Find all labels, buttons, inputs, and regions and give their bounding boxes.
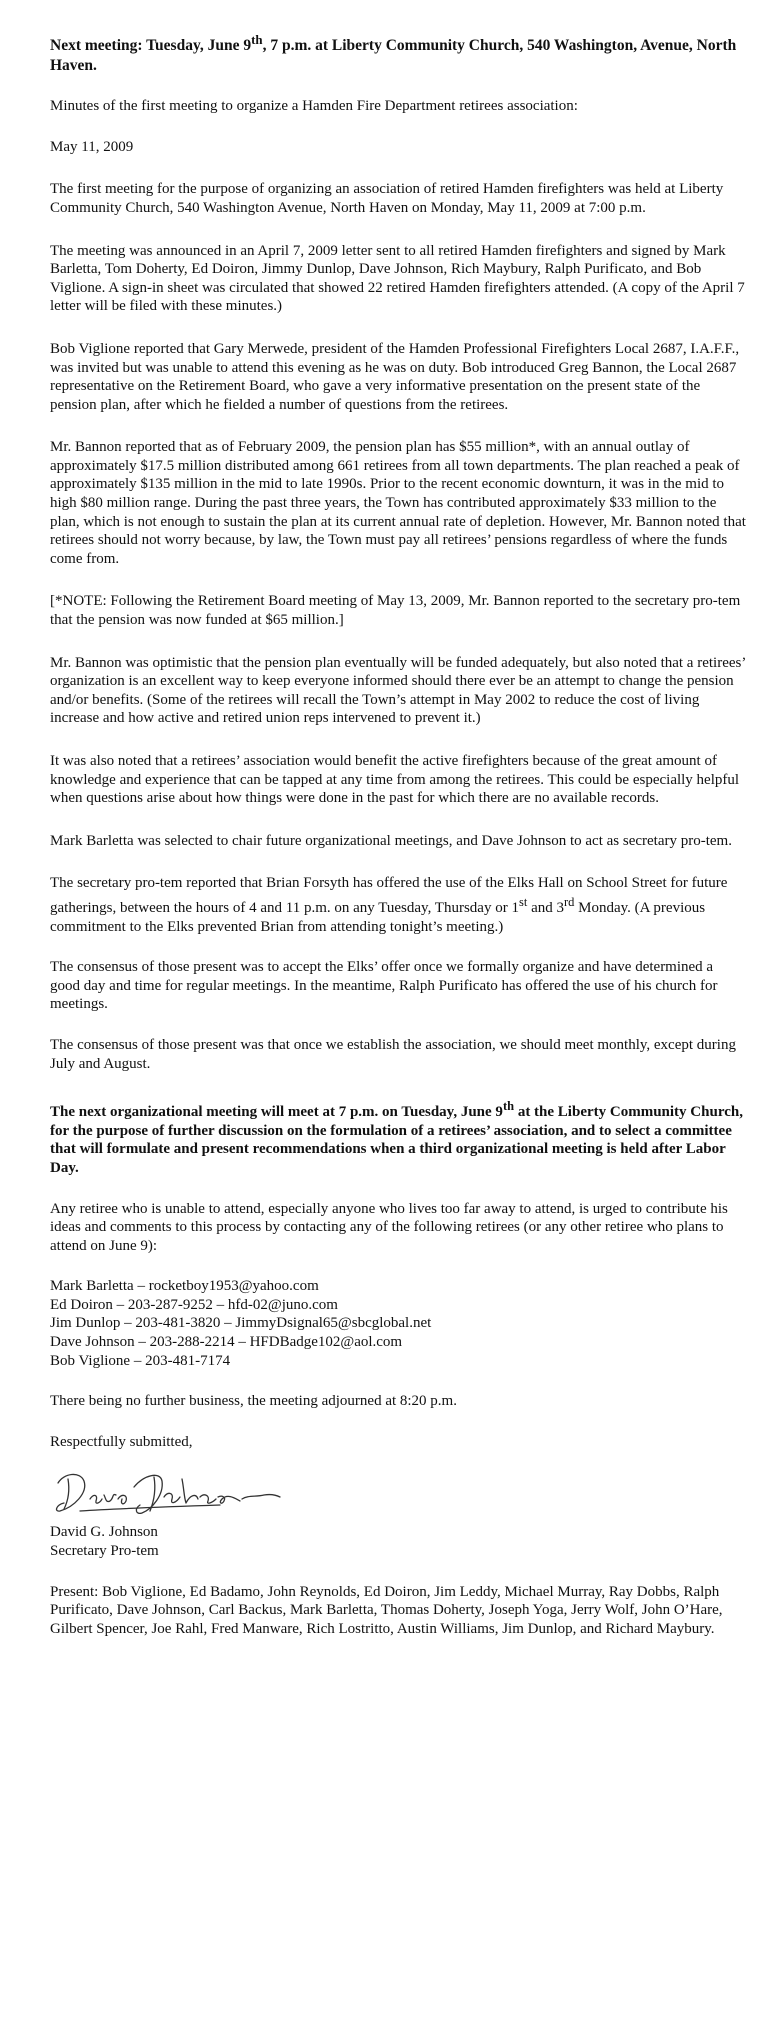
contact-item: Jim Dunlop – 203-481-3820 – JimmyDsignal65@sbcglobal.net: [50, 1315, 432, 1332]
signer-title: Secretary Pro-tem: [50, 1543, 159, 1560]
paragraph-benefit: It was also noted that a retirees’ association would benefit the active firefighters because of the great amount of knowledge and experience that can be tapped at any time from among the retirees. This could be especially helpful when questions arise about how things were done in the past for which there are no available records.: [50, 753, 740, 807]
paragraph-contact-request: Any retiree who is unable to attend, especially anyone who lives too far away to attend, is urged to contribute his ideas and comments to this process by contacting any of the following retirees (or any other retiree who plans to attend on June 9):: [50, 1200, 728, 1254]
handwritten-signature: [50, 1465, 310, 1519]
paragraph-adjourned: There being no further business, the meeting adjourned at 8:20 p.m.: [50, 1393, 457, 1410]
contact-list: [50, 1277, 746, 1370]
paragraph-first-meeting: The first meeting for the purpose of organizing an association of retired Hamden firefighters was held at Liberty Community Church, 540 Washington Avenue, North Haven on Monday, May 11, 2009 at 7:00 p.m.: [50, 181, 724, 216]
paragraph-note: [*NOTE: Following the Retirement Board meeting of May 13, 2009, Mr. Bannon reported to the secretary pro-tem that the pension was now funded at $65 million.]: [50, 593, 741, 629]
paragraph-attendees: Present: Bob Viglione, Ed Badamo, John Reynolds, Ed Doiron, Jim Leddy, Michael Murray, Ray Dobbs, Ralph Purificato, Dave Johnson, Carl Backus, Mark Barletta, Thomas Doherty, Joseph Yoga, Jerry Wolf, John O’Hare, Gilbert Spencer, Joe Rahl, Fred Manware, Rich Lostritto, Austin Williams, Jim Dunlop, and Richard Maybury.: [50, 1583, 723, 1637]
minutes-date: May 11, 2009: [50, 138, 134, 155]
paragraph-next-meeting: The next organizational meeting will meet at 7 p.m. on Tuesday, June 9th at the Liberty Community Church, for the purpose of further discussion on the formulation of a retirees’ association, and to select a committee that will formulate and present recommendations when a third organizational meeting is held after Labor Day.: [50, 1099, 743, 1176]
contact-item: Bob Viglione – 203-481-7174: [50, 1352, 231, 1369]
paragraph-selection: Mark Barletta was selected to chair future organizational meetings, and Dave Johnson to act as secretary pro-tem.: [50, 832, 732, 849]
paragraph-elks-offer: The secretary pro-tem reported that Brian Forsyth has offered the use of the Elks Hall on School Street for future gatherings, between the hours of 4 and 11 p.m. on any Tuesday, Thursday or 1st and 3rd Monday. (A previous commitment to the Elks prevented Brian from attending tonight’s meeting.): [50, 875, 728, 935]
next-meeting-heading: Next meeting: Tuesday, June 9th, 7 p.m. at Liberty Community Church, 540 Washington, Avenue, North Haven.: [50, 32, 737, 74]
paragraph-consensus-elks: The consensus of those present was to accept the Elks’ offer once we formally organize and have determined a good day and time for regular meetings. In the meantime, Ralph Purificato has offered the use of his church for meetings.: [50, 959, 718, 1013]
paragraph-pension-report: Mr. Bannon reported that as of February 2009, the pension plan has $55 million*, with an annual outlay of approximately $17.5 million distributed among 661 retirees from all town departments. The plan reached a peak of approximately $135 million in the mid to late 1990s. Prior to the recent economic downturn, it was in the mid to high $80 million range. During the past three years, the Town has contributed approximately $33 million to the plan, which is not enough to sustain the plan at its current annual rate of depletion. However, Mr. Bannon noted that retirees should not worry because, by law, the Town must pay all retirees’ pensions regardless of where the funds come from.: [50, 439, 746, 567]
minutes-intro: Minutes of the first meeting to organize a Hamden Fire Department retirees association:: [50, 98, 578, 115]
paragraph-viglione-report: Bob Viglione reported that Gary Merwede, president of the Hamden Professional Firefighters Local 2687, I.A.F.F., was invited but was unable to attend this evening as he was on duty. Bob introduced Greg Bannon, the Local 2687 representative on the Retirement Board, who gave a very informative presentation on the present state of the pension plan, after which he fielded a number of questions from the retirees.: [50, 340, 740, 413]
signoff: Respectfully submitted,: [50, 1433, 193, 1450]
signature-drawing: [50, 1465, 290, 1519]
contact-item: Mark Barletta – rocketboy1953@yahoo.com: [50, 1278, 319, 1295]
contact-item: Ed Doiron – 203-287-9252 – hfd-02@juno.com: [50, 1296, 338, 1313]
paragraph-consensus-monthly: The consensus of those present was that once we establish the association, we should meet monthly, except during July and August.: [50, 1036, 736, 1072]
signer-name: David G. Johnson: [50, 1524, 158, 1541]
contact-item: Dave Johnson – 203-288-2214 – HFDBadge102@aol.com: [50, 1334, 403, 1351]
paragraph-optimism: Mr. Bannon was optimistic that the pension plan eventually will be funded adequately, but also noted that a retirees’ organization is an excellent way to keep everyone informed should there ever be an attempt to change the pension and/or benefits. (Some of the retirees will recall the Town’s attempt in May 2002 to reduce the cost of living increase and how active and retired union reps intervened to prevent it.): [50, 654, 746, 727]
paragraph-announcement: The meeting was announced in an April 7, 2009 letter sent to all retired Hamden firefighters and signed by Mark Barletta, Tom Doherty, Ed Doiron, Jimmy Dunlop, Dave Johnson, Rich Maybury, Ralph Purificato, and Bob Viglione. A sign-in sheet was circulated that showed 22 retired Hamden firefighters attended. (A copy of the April 7 letter will be filed with these minutes.): [50, 242, 745, 315]
